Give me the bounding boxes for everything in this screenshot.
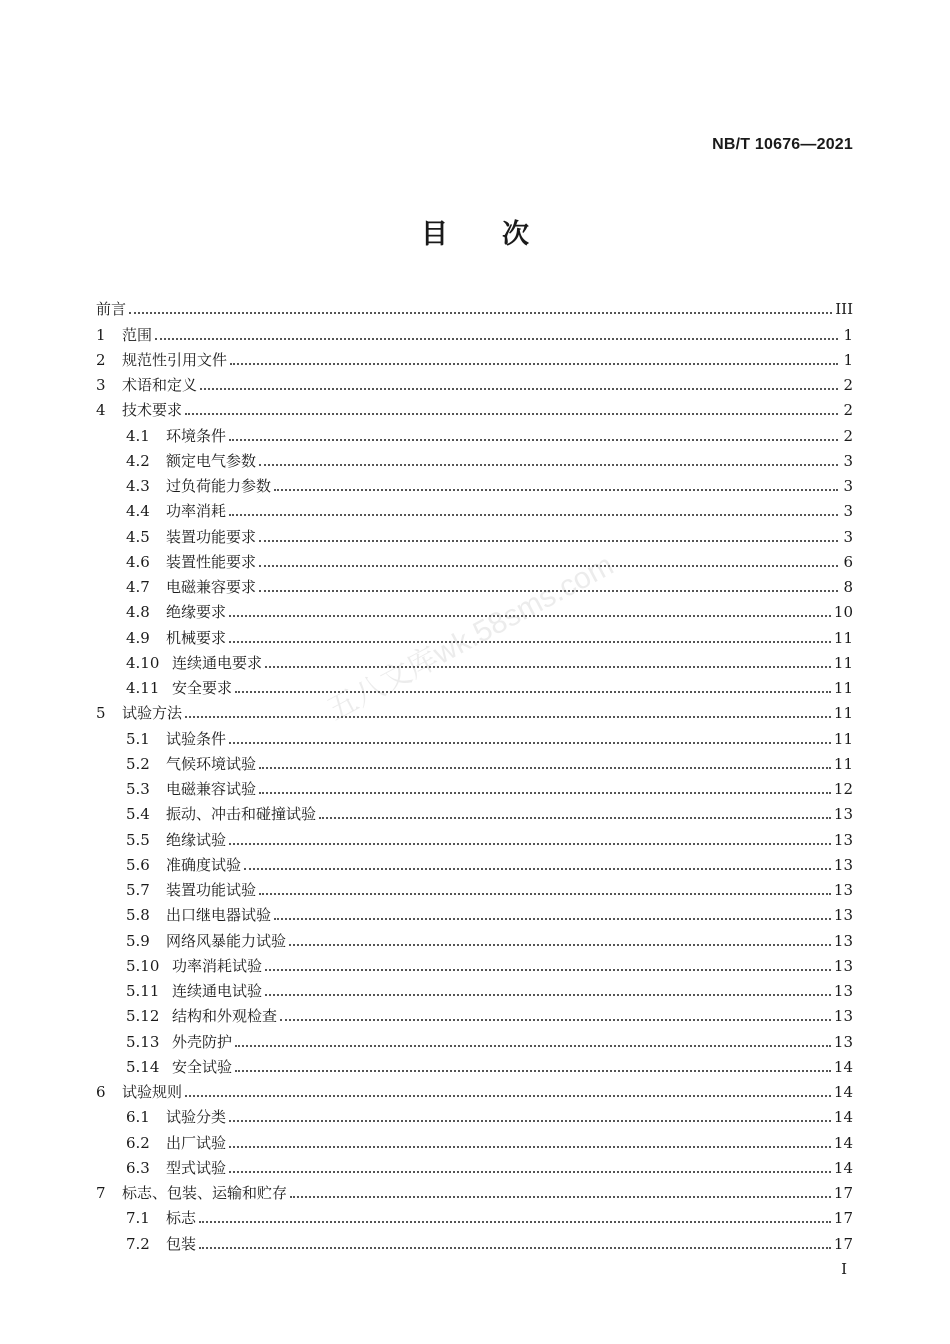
- toc-entry-page: 13: [833, 855, 853, 874]
- toc-entry-label: 网络风暴能力试验: [166, 931, 287, 950]
- toc-entry[interactable]: [96, 924, 853, 949]
- toc-entry-page: 13: [833, 956, 853, 975]
- toc-entry-label: 连续通电要求: [172, 653, 263, 672]
- toc-entry-number: 5.12: [126, 1007, 160, 1026]
- toc-entry[interactable]: [96, 1126, 853, 1151]
- toc-entry-number: 5.8: [126, 906, 150, 925]
- toc-entry-label: 过负荷能力参数: [166, 477, 272, 495]
- toc-entry-number: 5.2: [126, 754, 150, 773]
- toc-entry-label: 绝缘要求: [166, 603, 227, 622]
- toc-entry-label: 技术要求: [122, 401, 183, 420]
- dot-leader: [265, 666, 831, 668]
- toc-entry-number: 5.11: [126, 982, 160, 1000]
- toc-entry[interactable]: [96, 1202, 853, 1227]
- toc-entry-page: 1: [843, 350, 853, 369]
- dot-leader: [265, 969, 831, 971]
- toc-entry[interactable]: [96, 571, 853, 596]
- toc-entry-page: 2: [843, 401, 853, 420]
- toc-entry-page: 13: [833, 830, 853, 849]
- toc-entry-label: 环境条件: [166, 426, 227, 445]
- toc-entry-page: 14: [833, 1057, 853, 1076]
- toc-entry-number: 5.3: [126, 780, 150, 798]
- toc-entry[interactable]: [96, 394, 853, 419]
- dot-leader: [155, 338, 838, 340]
- toc-entry-label: 试验条件: [166, 729, 227, 748]
- toc-entry-page: 13: [833, 1032, 853, 1051]
- toc-entry-page: 1: [843, 325, 853, 344]
- dot-leader: [274, 918, 831, 920]
- toc-entry[interactable]: [96, 1152, 853, 1177]
- title-char-2: 次: [502, 219, 529, 250]
- toc-entry[interactable]: [96, 1227, 853, 1252]
- dot-leader: [229, 641, 831, 643]
- title-char-1: 目: [421, 219, 448, 250]
- toc-entry-number: 4.6: [126, 552, 150, 571]
- toc-entry-page: 14: [833, 1158, 853, 1177]
- toc-entry-number: 6.2: [126, 1133, 150, 1152]
- toc-entry[interactable]: [96, 495, 853, 520]
- dot-leader: [229, 843, 831, 845]
- toc-entry[interactable]: [96, 621, 853, 646]
- toc-entry-page: 13: [833, 931, 853, 950]
- dot-leader: [185, 1095, 831, 1097]
- toc-entry-label: 范围: [122, 325, 153, 344]
- toc-entry-label: 型式试验: [166, 1158, 227, 1177]
- toc-entry[interactable]: [96, 520, 853, 545]
- toc-entry-number: 4.5: [126, 527, 150, 546]
- toc-entry-number: 7.1: [126, 1209, 150, 1228]
- toc-entry-label: 装置功能要求: [166, 527, 257, 546]
- toc-entry-label: 出口继电器试验: [166, 906, 272, 925]
- toc-entry-label: 试验分类: [166, 1108, 227, 1127]
- toc-entry-label: 电磁兼容要求: [166, 578, 257, 596]
- toc-entry-page: 11: [833, 679, 853, 697]
- toc-entry-number: 5.1: [126, 729, 150, 748]
- dot-leader: [259, 767, 831, 769]
- toc-entry-number: 5.13: [126, 1032, 160, 1051]
- toc-entry-page: 17: [833, 1184, 853, 1202]
- toc-entry-label: 规范性引用文件: [122, 350, 228, 369]
- toc-entry[interactable]: [96, 798, 853, 823]
- toc-entry-number: 4.8: [126, 603, 150, 622]
- dot-leader: [259, 893, 831, 895]
- toc-entry[interactable]: [96, 647, 853, 672]
- toc-entry-page: 14: [833, 1133, 853, 1152]
- toc-entry-label: 外壳防护: [172, 1032, 233, 1051]
- toc-entry-number: 6: [96, 1083, 106, 1101]
- toc-entry[interactable]: [96, 823, 853, 848]
- toc-entry[interactable]: [96, 722, 853, 747]
- toc-entry[interactable]: [96, 1051, 853, 1076]
- standard-code: NB/T 10676—2021: [712, 136, 853, 153]
- toc-entry-number: 4.3: [126, 477, 150, 495]
- toc-entry-label: 出厂试验: [166, 1133, 227, 1152]
- dot-leader: [235, 1045, 831, 1047]
- toc-entry-number: 5.4: [126, 805, 150, 824]
- dot-leader: [229, 514, 838, 516]
- toc-entry-label: 安全试验: [172, 1057, 233, 1076]
- toc-entry-label: 功率消耗: [166, 502, 227, 521]
- toc-entry-number: 6.1: [126, 1108, 150, 1127]
- dot-leader: [229, 1146, 831, 1148]
- toc-entry-number: 4.10: [126, 653, 160, 672]
- toc-entry-number: 5.7: [126, 881, 150, 899]
- toc-entry[interactable]: [96, 596, 853, 621]
- toc-entry-page: 2: [843, 426, 853, 445]
- toc-entry-page: 13: [833, 906, 853, 925]
- dot-leader: [185, 716, 831, 718]
- toc-entry-number: 4.9: [126, 628, 150, 647]
- toc-entry[interactable]: [96, 445, 853, 470]
- toc-entry[interactable]: [96, 773, 853, 798]
- dot-leader: [235, 1070, 831, 1072]
- toc-entry-number: 4: [96, 401, 106, 420]
- dot-leader: [229, 439, 838, 441]
- dot-leader: [229, 1120, 831, 1122]
- toc-entry-number: 5.5: [126, 830, 150, 849]
- toc-entry-page: 3: [843, 502, 853, 521]
- toc-entry[interactable]: [96, 849, 853, 874]
- toc-entry-page: 13: [833, 805, 853, 824]
- toc-entry-page: 13: [833, 1007, 853, 1026]
- dot-leader: [199, 1221, 831, 1223]
- dot-leader: [259, 565, 838, 567]
- dot-leader: [185, 413, 838, 415]
- toc-entry-label: 电磁兼容试验: [166, 780, 257, 798]
- toc-entry-number: 1: [96, 325, 106, 344]
- toc-entry-page: 3: [843, 477, 853, 495]
- toc-entry-number: 3: [96, 376, 106, 394]
- toc-entry-number: 4.11: [126, 679, 160, 697]
- toc-entry[interactable]: [96, 748, 853, 773]
- dot-leader: [230, 363, 838, 365]
- dot-leader: [280, 1019, 831, 1021]
- toc-entry-number: 5.14: [126, 1057, 160, 1076]
- dot-leader: [244, 868, 831, 870]
- toc-entry-page: 13: [833, 881, 853, 899]
- toc-entry[interactable]: [96, 697, 853, 722]
- toc-entry-page: 14: [833, 1108, 853, 1127]
- toc-entry-page: 11: [833, 704, 853, 723]
- dot-leader: [229, 615, 831, 617]
- toc-entry-page: 11: [833, 754, 853, 773]
- toc-entry[interactable]: [96, 470, 853, 495]
- toc-entry-page: 14: [833, 1083, 853, 1101]
- toc-entry[interactable]: [96, 874, 853, 899]
- toc-entry[interactable]: [96, 318, 853, 343]
- toc-entry-label: 准确度试验: [166, 855, 242, 874]
- dot-leader: [259, 590, 838, 592]
- toc-entry[interactable]: [96, 419, 853, 444]
- toc-entry-label: 试验规则: [122, 1083, 183, 1101]
- toc-entry[interactable]: [96, 950, 853, 975]
- toc-entry[interactable]: [96, 369, 853, 394]
- toc-entry-label: 气候环境试验: [166, 754, 257, 773]
- dot-leader: [259, 540, 838, 542]
- dot-leader: [259, 464, 838, 466]
- toc-entry-number: 2: [96, 350, 106, 369]
- toc-entry-number: 5.6: [126, 855, 150, 874]
- toc-entry-label: 额定电气参数: [166, 451, 257, 470]
- toc-entry-number: 5: [96, 704, 106, 723]
- dot-leader: [229, 742, 831, 744]
- toc-entry-number: 5.9: [126, 931, 150, 950]
- dot-leader: [199, 1247, 831, 1249]
- toc-entry[interactable]: [96, 1076, 853, 1101]
- toc-entry-number: 7.2: [126, 1234, 150, 1253]
- toc-entry-label: 装置性能要求: [166, 552, 257, 571]
- dot-leader: [290, 1196, 831, 1198]
- dot-leader: [235, 691, 831, 693]
- dot-leader: [129, 312, 832, 314]
- toc-entry-label: 包装: [166, 1234, 197, 1253]
- toc-entry-label: 结构和外观检查: [172, 1007, 278, 1026]
- dot-leader: [289, 944, 831, 946]
- toc-entry-label: 标志: [166, 1209, 197, 1228]
- toc-entry-page: 12: [833, 780, 853, 798]
- toc-entry-page: 6: [843, 552, 853, 571]
- toc-entry-page: 11: [833, 653, 853, 672]
- toc-entry-label: 前言: [96, 300, 127, 319]
- toc-entry[interactable]: [96, 975, 853, 1000]
- toc-entry-label: 装置功能试验: [166, 881, 257, 899]
- toc-entry-page: 17: [833, 1234, 853, 1253]
- toc-entry-number: 7: [96, 1184, 106, 1202]
- watermark: 五八文库wk.58sms.com: [322, 548, 619, 728]
- toc-entry-label: 功率消耗试验: [172, 956, 263, 975]
- toc-entry[interactable]: [96, 293, 853, 318]
- toc-entry-label: 标志、包装、运输和贮存: [122, 1184, 288, 1202]
- toc-entry-label: 绝缘试验: [166, 830, 227, 849]
- toc-entry-page: 11: [833, 628, 853, 647]
- page-number: I: [841, 1260, 847, 1278]
- toc-entry-number: 4.2: [126, 451, 150, 470]
- toc-entry-label: 连续通电试验: [172, 982, 263, 1000]
- toc-entry-number: 4.4: [126, 502, 150, 521]
- toc-entry[interactable]: [96, 1000, 853, 1025]
- dot-leader: [265, 994, 831, 996]
- page-title: [0, 212, 950, 251]
- dot-leader: [200, 388, 838, 390]
- toc-entry[interactable]: [96, 1177, 853, 1202]
- toc-entry-number: 5.10: [126, 956, 160, 975]
- toc-entry[interactable]: [96, 899, 853, 924]
- toc-entry-page: 3: [843, 527, 853, 546]
- toc-entry-number: 6.3: [126, 1158, 150, 1177]
- dot-leader: [319, 817, 831, 819]
- toc-entry-number: 4.7: [126, 578, 150, 596]
- toc-entry-label: 安全要求: [172, 679, 233, 697]
- toc-entry-number: 4.1: [126, 426, 150, 445]
- toc-entry-page: 13: [833, 982, 853, 1000]
- dot-leader: [229, 1171, 831, 1173]
- toc-entry[interactable]: [96, 546, 853, 571]
- toc-entry-label: 机械要求: [166, 628, 227, 647]
- toc-entry-label: 试验方法: [122, 704, 183, 723]
- toc-entry[interactable]: [96, 344, 853, 369]
- dot-leader: [259, 792, 831, 794]
- toc-entry-page: III: [835, 300, 853, 319]
- toc-entry[interactable]: [96, 672, 853, 697]
- toc-entry-page: 3: [843, 451, 853, 470]
- toc-entry[interactable]: [96, 1025, 853, 1050]
- toc-entry-page: 17: [833, 1209, 853, 1228]
- toc-entry-label: 振动、冲击和碰撞试验: [166, 805, 317, 824]
- dot-leader: [274, 489, 838, 491]
- toc-entry-page: 8: [843, 578, 853, 596]
- toc-entry[interactable]: [96, 1101, 853, 1126]
- toc-entry-label: 术语和定义: [122, 376, 198, 394]
- toc-entry-page: 2: [843, 376, 853, 394]
- toc-entry-page: 10: [833, 603, 853, 622]
- table-of-contents: [96, 293, 853, 1253]
- toc-entry-page: 11: [833, 729, 853, 748]
